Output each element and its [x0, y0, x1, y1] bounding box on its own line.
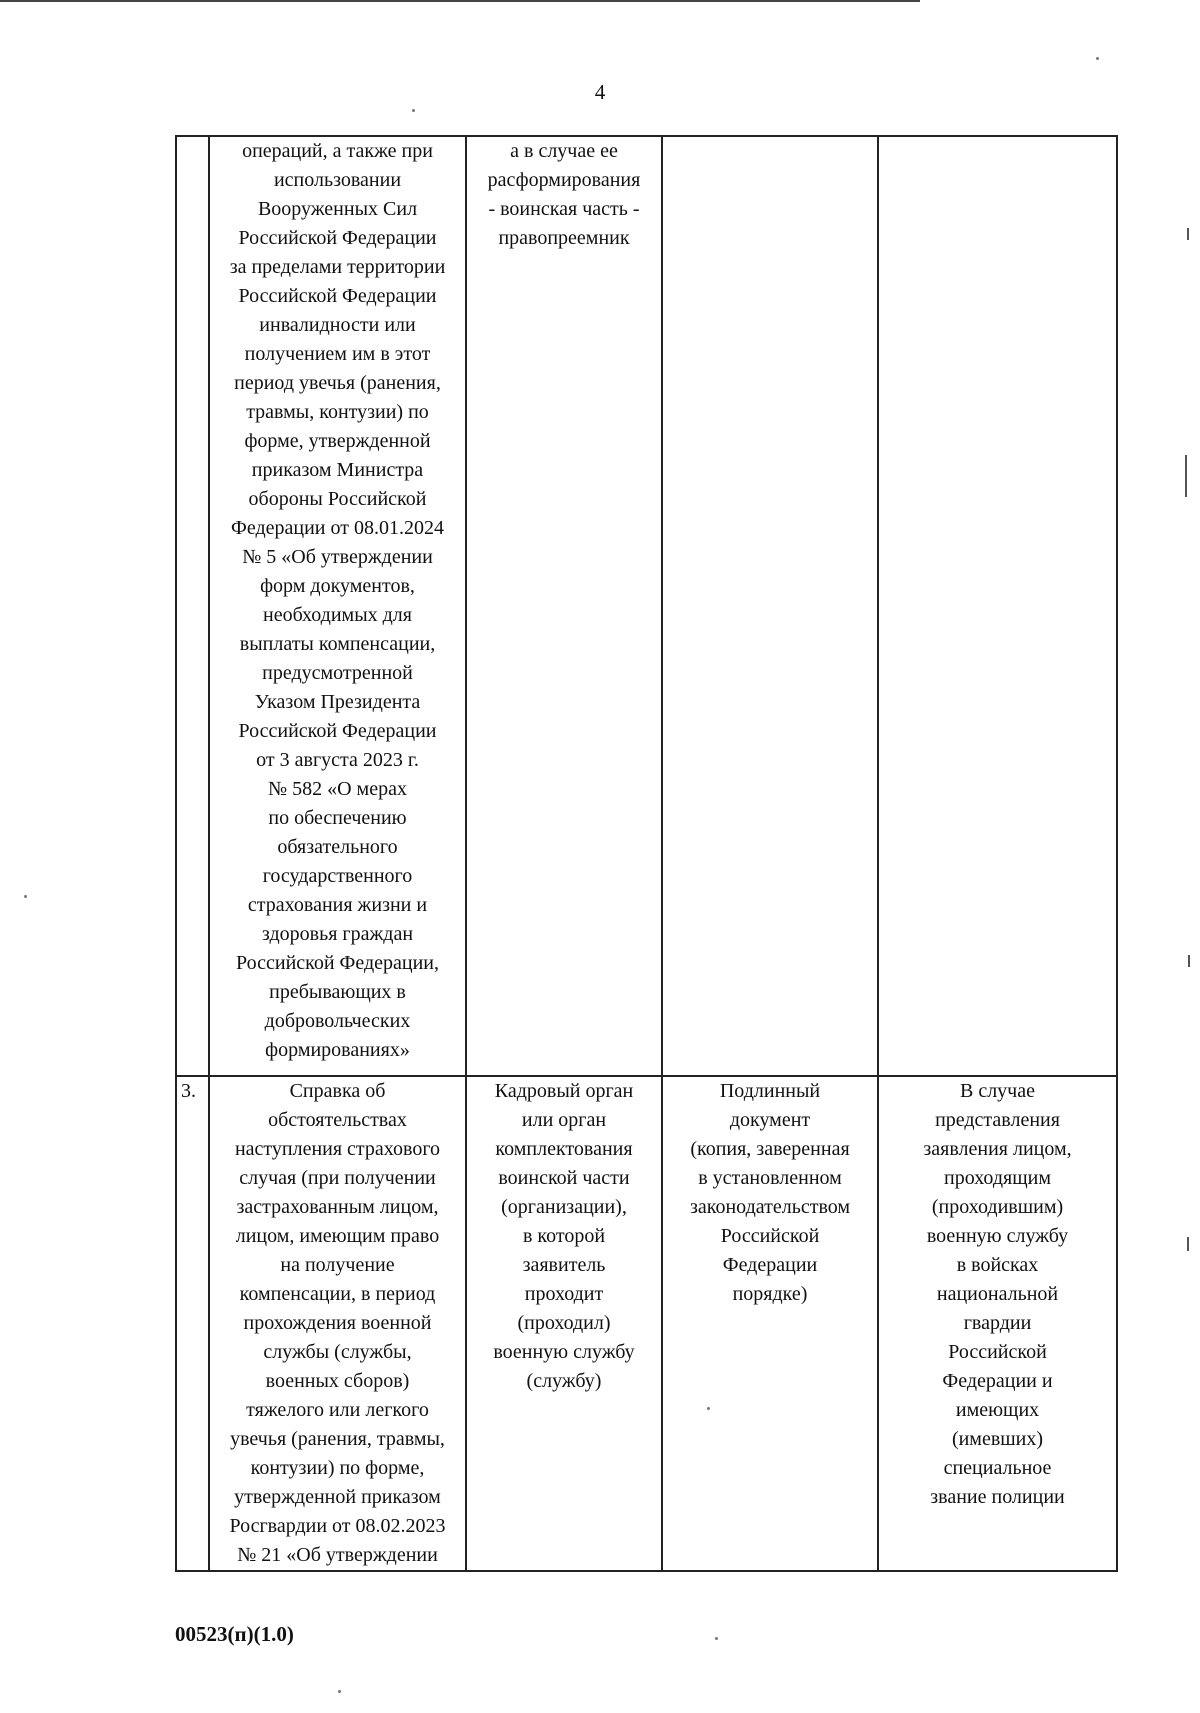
cell-line: в установленном: [698, 1167, 842, 1189]
cell-line: заявления лицом,: [923, 1138, 1072, 1160]
cell-line: Российской: [948, 1341, 1047, 1363]
cell-line: а в случае ее: [510, 140, 618, 162]
cell-line: № 21 «Об утверждении: [237, 1544, 438, 1566]
cell-line: (проходил): [517, 1312, 611, 1334]
cell-line: увечья (ранения, травмы,: [230, 1428, 445, 1450]
cell-line: компенсации, в период: [239, 1283, 436, 1305]
cell-line: тяжелого или легкого: [246, 1399, 429, 1421]
scan-mark: [1188, 955, 1190, 967]
table-row: [176, 136, 1117, 1076]
cell-line: порядке): [732, 1283, 808, 1305]
cell-line: Кадровый орган: [494, 1080, 634, 1102]
cell-line: Российской: [720, 1225, 820, 1247]
cell-line: Федерации: [722, 1254, 818, 1276]
scan-speck: [707, 1407, 710, 1410]
scan-mark: [1187, 1237, 1189, 1251]
row-number-cell: [176, 136, 209, 1076]
cell-line: или орган: [521, 1109, 607, 1131]
cell-line: обороны Российской: [248, 488, 427, 510]
cell-line: период увечья (ранения,: [234, 372, 441, 394]
scan-speck: [412, 109, 415, 112]
cell-line: обстоятельствах: [268, 1109, 407, 1131]
cell-line: правопреемник: [498, 227, 630, 249]
cell-line: Подлинный: [719, 1080, 821, 1102]
cell-line: инвалидности или: [259, 314, 416, 336]
cell-line: наступления страхового: [234, 1138, 441, 1160]
page-number: 4: [594, 80, 606, 104]
cell-line: Федерации от 08.01.2024: [231, 517, 444, 539]
cell-line: проходящим: [943, 1167, 1051, 1189]
cell-line: в которой: [522, 1225, 606, 1247]
cell-line: прохождения военной: [243, 1312, 432, 1334]
cell-line: звание полиции: [930, 1486, 1065, 1508]
cell-line: добровольческих: [264, 1010, 411, 1032]
cell-line: Российской Федерации: [238, 227, 437, 249]
cell-line: контузии) по форме,: [250, 1457, 425, 1479]
scan-mark: [1185, 455, 1187, 497]
cell-line: случая (при получении: [239, 1167, 436, 1189]
cell-line: операций, а также при: [242, 140, 433, 162]
document-name-cell: [209, 1076, 466, 1571]
cell-line: от 3 августа 2023 г.: [256, 749, 419, 771]
cell-line: страхования жизни и: [247, 894, 428, 916]
cell-line: заявитель: [522, 1254, 606, 1276]
cell-line: приказом Министра: [251, 459, 424, 481]
document-name-cell: [209, 136, 466, 1076]
cell-line: Российской Федерации: [238, 720, 437, 742]
cell-line: использовании: [273, 169, 402, 191]
cell-line: воинской части: [498, 1167, 630, 1189]
scan-speck: [24, 895, 27, 898]
cell-line: специальное: [943, 1457, 1052, 1479]
cell-line: проходит: [524, 1283, 604, 1305]
cell-line: расформирования: [487, 169, 641, 191]
cell-line: (службу): [526, 1370, 602, 1392]
cell-line: (организации),: [501, 1196, 627, 1218]
cell-line: предусмотренной: [262, 662, 413, 684]
document-form-cell: [662, 136, 878, 1076]
note-cell: [878, 136, 1117, 1076]
cell-line: службы (службы,: [263, 1341, 412, 1363]
cell-line: по обеспечению: [268, 807, 407, 829]
cell-line: (копия, заверенная: [690, 1138, 850, 1160]
cell-line: формированиях»: [265, 1039, 410, 1061]
issuing-body-cell: [466, 1076, 662, 1571]
cell-line: застрахованным лицом,: [236, 1196, 439, 1218]
cell-line: военную службу: [926, 1225, 1069, 1247]
cell-line: утвержденной приказом: [234, 1486, 441, 1508]
cell-line: за пределами территории: [229, 256, 446, 278]
documents-table: [175, 135, 1118, 1572]
cell-line: государственного: [262, 865, 413, 887]
cell-line: в войсках: [956, 1254, 1039, 1276]
cell-line: комплектования: [495, 1138, 633, 1160]
cell-line: Федерации и: [942, 1370, 1053, 1392]
note-cell: [878, 1076, 1117, 1571]
cell-line: на получение: [280, 1254, 395, 1276]
scan-mark: [1187, 228, 1189, 240]
cell-line: форме, утвержденной: [244, 430, 431, 452]
cell-line: Вооруженных Сил: [257, 198, 418, 220]
cell-line: национальной: [936, 1283, 1059, 1305]
cell-line: травмы, контузии) по: [246, 401, 429, 423]
scan-speck: [715, 1637, 718, 1640]
cell-line: Указом Президента: [254, 691, 421, 713]
cell-line: выплаты компенсации,: [239, 633, 436, 655]
cell-line: гвардии: [963, 1312, 1032, 1334]
cell-line: военную службу: [493, 1341, 635, 1363]
cell-line: - воинская часть -: [488, 198, 640, 220]
cell-line: Росгвардии от 08.02.2023: [229, 1515, 446, 1537]
cell-line: имеющих: [955, 1399, 1040, 1421]
cell-line: (проходившим): [931, 1196, 1064, 1218]
cell-line: обязательного: [277, 836, 398, 858]
cell-line: документ: [729, 1109, 811, 1131]
cell-line: В случае: [959, 1080, 1035, 1102]
scan-top-edge-line: [0, 0, 920, 2]
cell-line: необходимых для: [263, 604, 412, 626]
cell-line: здоровья граждан: [261, 923, 414, 945]
cell-line: Справка об: [289, 1080, 386, 1102]
cell-line: военных сборов): [265, 1370, 410, 1392]
cell-line: законодательством: [689, 1196, 851, 1218]
cell-line: пребывающих в: [269, 981, 406, 1003]
cell-line: Российской Федерации,: [235, 952, 440, 974]
table-row: [176, 1076, 1117, 1571]
cell-line: лицом, имеющим право: [235, 1225, 440, 1247]
cell-line: форм документов,: [260, 575, 415, 597]
scan-speck: [1096, 57, 1099, 60]
document-form-cell: [662, 1076, 878, 1571]
document-code: 00523(п)(1.0): [175, 1622, 294, 1646]
cell-line: получением им в этот: [244, 343, 431, 365]
scan-speck: [338, 1690, 341, 1693]
issuing-body-cell: [466, 136, 662, 1076]
cell-line: Российской Федерации: [238, 285, 437, 307]
cell-line: представления: [935, 1109, 1060, 1131]
row-number-cell: 3.: [176, 1076, 209, 1571]
cell-line: № 582 «О мерах: [268, 778, 407, 800]
cell-line: (имевших): [951, 1428, 1044, 1450]
cell-line: № 5 «Об утверждении: [242, 546, 433, 568]
